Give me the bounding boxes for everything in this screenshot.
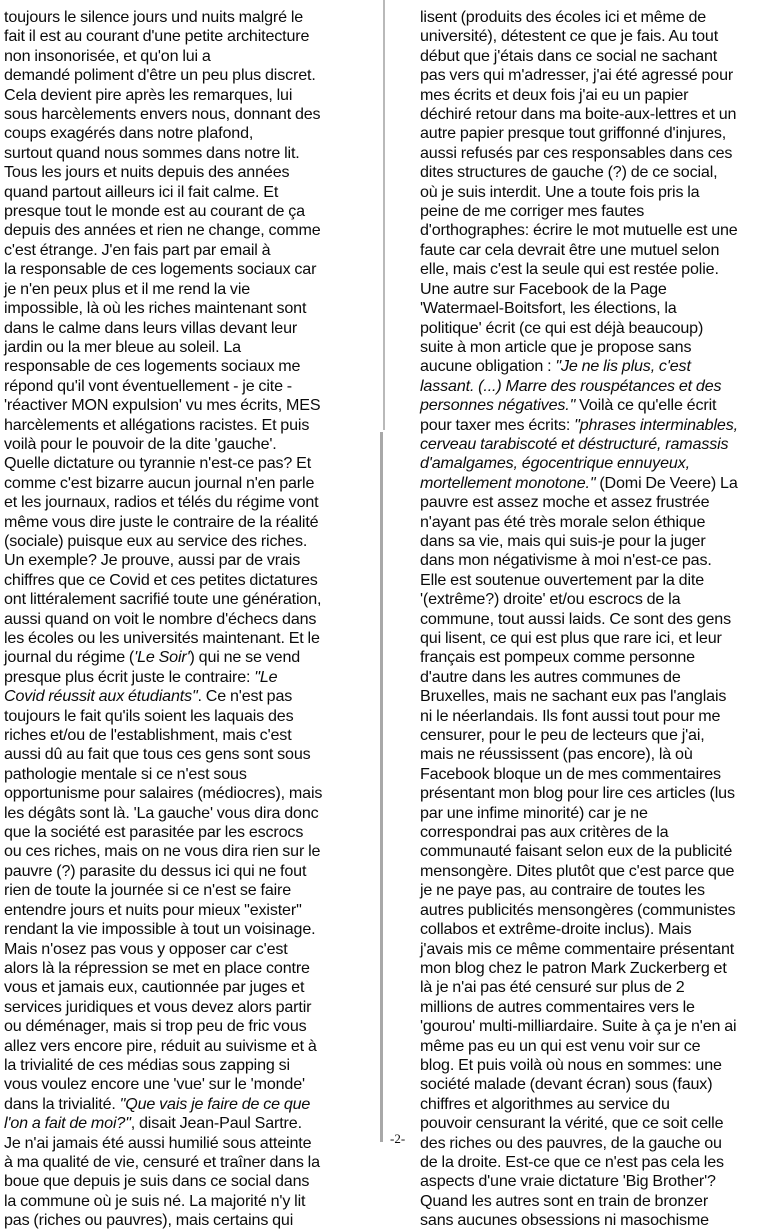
text-segment: toujours le silence jours und nuits malgré le <box>4 8 304 26</box>
text-segment: pouvoir censurant la vérité, que ce soit celle <box>420 1114 724 1133</box>
text-segment: aussi quand on voit le nombre d'échecs dans <box>4 609 317 628</box>
text-line <box>4 940 356 959</box>
text-segment: Quand les autres sont en train de bronzer <box>420 1191 709 1210</box>
text-segment: mortellement monotone." <box>420 473 596 492</box>
text-segment: pauvre (?) parasite du dessus ici qui ne fout <box>4 861 307 880</box>
text-line <box>420 978 776 997</box>
text-line <box>420 163 776 182</box>
text-segment: mon blog chez le patron Mark Zuckerberg et <box>420 958 727 977</box>
text-line <box>420 299 776 318</box>
text-line <box>4 551 356 570</box>
text-line <box>4 978 356 997</box>
text-line <box>4 532 356 551</box>
text-line <box>4 668 356 687</box>
text-segment: que la société est parasitée par les escrocs <box>4 823 304 842</box>
text-segment: journal du régime ( <box>4 648 135 667</box>
text-segment: je n'en peux plus et il me rend la vie <box>4 279 251 298</box>
text-line <box>420 202 776 221</box>
text-segment: Je n'ai jamais été aussi humilié sous atteinte <box>4 1133 312 1152</box>
text-segment: dans mon négativisme à moi n'est-ce pas. <box>420 551 712 570</box>
text-segment: cerveau tarabiscoté et déstructuré, ramassis <box>420 434 729 453</box>
text-segment: dans sa vie, mais qui suis-je pour la juger <box>420 531 706 550</box>
text-segment: autres publicités mensongères (communistes <box>420 900 736 919</box>
text-segment: demandé poliment d'être un peu plus discret. <box>4 66 316 85</box>
text-segment: même vous dire juste le contraire de la réalité <box>4 512 319 531</box>
text-segment: presque tout le monde est au courant de ça <box>4 202 305 221</box>
text-segment: aussi dû au fait que tous ces gens sont sous <box>4 745 311 764</box>
text-line <box>420 881 776 900</box>
text-segment: c'est étrange. J'en fais part par email à <box>4 240 271 259</box>
text-segment: (Domi De Veere) La <box>595 473 738 492</box>
text-line <box>4 726 356 745</box>
text-line <box>4 241 356 260</box>
text-segment: alors là la répression se met en place contre <box>4 958 310 977</box>
text-line <box>420 1017 776 1036</box>
text-segment: allez vers encore pire, réduit au suivisme et à <box>4 1036 317 1055</box>
text-segment: d'orthographes: écrire le mot mutuelle est une <box>420 221 738 240</box>
text-line <box>4 396 356 415</box>
text-segment: la trivialité de ces médias sous zapping si <box>4 1055 290 1074</box>
text-segment: pathologie mentale si ce n'est sous <box>4 764 247 783</box>
text-line <box>4 1017 356 1036</box>
text-line <box>420 396 776 415</box>
text-segment: 'Watermael-Boitsfort, les élections, la <box>420 299 677 318</box>
text-line <box>420 1172 776 1191</box>
text-segment: répond qu'il vont éventuellement - je cite - <box>4 376 292 395</box>
text-segment: Facebook bloque un de mes commentaires <box>420 764 721 783</box>
text-segment: dans le calme dans leurs villas devant leur <box>4 318 298 337</box>
text-segment: des riches ou des pauvres, de la gauche ou <box>420 1133 722 1152</box>
text-line <box>420 1056 776 1075</box>
text-segment: toujours le fait qu'ils soient les laquais des <box>4 706 294 725</box>
text-segment: blog. Et puis voilà où nous en sommes: une <box>420 1055 722 1074</box>
text-line <box>420 338 776 357</box>
text-segment: collabos et extrême-droite inclus). Mais <box>420 920 692 939</box>
text-line <box>420 416 776 435</box>
text-line <box>420 804 776 823</box>
text-line <box>420 629 776 648</box>
text-segment: la responsable de ces logements sociaux car <box>4 260 317 279</box>
text-segment: Cela devient pire après les remarques, lui <box>4 85 293 104</box>
text-line <box>4 765 356 784</box>
text-line <box>420 260 776 279</box>
text-line <box>420 1153 776 1172</box>
text-line <box>420 183 776 202</box>
text-segment: lisent (produits des écoles ici et même de <box>420 8 707 26</box>
column-divider <box>383 0 385 430</box>
text-segment: Covid réussit aux étudiants" <box>4 687 198 706</box>
text-line <box>4 998 356 1017</box>
text-segment: ) qui ne se vend <box>189 648 301 667</box>
text-segment: (sociale) puisque eux au service des riches. <box>4 531 308 550</box>
text-segment: elle, mais c'est la seule qui est restée polie. <box>420 260 719 279</box>
text-line <box>420 105 776 124</box>
text-segment: aucune obligation : <box>420 357 556 376</box>
text-segment: peine de me corriger mes fautes <box>420 202 645 221</box>
text-line <box>420 668 776 687</box>
text-segment: chiffres et algorithmes au service du <box>420 1094 670 1113</box>
text-line <box>4 707 356 726</box>
text-line <box>4 86 356 105</box>
text-segment: mais ne réussissent (pas encore), là où <box>420 745 693 764</box>
text-line <box>420 590 776 609</box>
text-line <box>420 319 776 338</box>
text-segment: . Ce n'est pas <box>197 687 293 706</box>
text-line <box>420 920 776 939</box>
text-segment: "Je ne lis plus, c'est <box>555 357 691 376</box>
text-segment: autre papier presque tout griffonné d'injures, <box>420 124 727 143</box>
text-line <box>420 648 776 667</box>
text-segment: quand partout ailleurs ici il fait calme. Et <box>4 182 279 201</box>
text-line <box>4 1172 356 1191</box>
text-segment: jardin ou la mer bleue au soleil. La <box>4 337 241 356</box>
text-segment: "Que vais je faire de ce que <box>119 1094 311 1113</box>
text-segment: comme c'est bizarre aucun journal n'en parle <box>4 473 315 492</box>
text-segment: à ma qualité de vie, censuré et traîner dans la <box>4 1152 320 1171</box>
text-segment: responsable de ces logements sociaux me <box>4 357 301 376</box>
text-line <box>4 629 356 648</box>
text-segment: rendant la vie impossible à tout un voisinage. <box>4 920 316 939</box>
text-line <box>4 1037 356 1056</box>
text-line <box>4 1056 356 1075</box>
text-segment: impossible, là où les riches maintenant sont <box>4 299 307 318</box>
text-line <box>4 299 356 318</box>
text-segment: 'gourou' multi-milliardaire. Suite à ça je n'en ai <box>420 1017 737 1036</box>
text-line <box>420 551 776 570</box>
text-line <box>4 8 356 27</box>
text-line <box>420 357 776 376</box>
text-line <box>420 707 776 726</box>
text-line <box>4 745 356 764</box>
text-line <box>420 513 776 532</box>
text-line <box>4 416 356 435</box>
text-segment: personnes négatives." <box>420 396 576 415</box>
text-segment: pour taxer mes écrits: <box>420 415 575 434</box>
text-segment: non insonorisée, et qu'on lui a <box>4 46 211 65</box>
text-line <box>4 202 356 221</box>
text-line <box>4 1095 356 1114</box>
text-segment: correspondrai pas aux critères de la <box>420 823 669 842</box>
text-line <box>4 260 356 279</box>
text-segment: et les journaux, radios et télés du régime vont <box>4 493 319 512</box>
text-segment: vous et jamais eux, cautionnée par juges et <box>4 978 305 997</box>
text-segment: entendre jours et nuits pour mieux "exister" <box>4 900 302 919</box>
text-segment: '(extrême?) droite' et/ou escrocs de la <box>420 590 681 609</box>
text-segment: depuis des années et rien ne change, comme <box>4 221 321 240</box>
text-segment: mensongère. Dites plutôt que c'est parce que <box>420 861 735 880</box>
text-line <box>4 1075 356 1094</box>
text-line <box>4 571 356 590</box>
text-line <box>4 610 356 629</box>
text-line <box>420 571 776 590</box>
text-segment: même pas eu un qui est venu voir sur ce <box>420 1036 701 1055</box>
text-segment: Voilà ce qu'elle écrit <box>575 396 717 415</box>
text-segment: chiffres que ce Covid et ces petites dictatures <box>4 570 318 589</box>
text-segment: où je suis interdit. Une a toute fois pris la <box>420 182 700 201</box>
text-segment: l'on a fait de moi?" <box>4 1114 131 1133</box>
text-segment: "phrases interminables, <box>574 415 738 434</box>
text-segment: 'Le Soir' <box>134 648 190 667</box>
text-segment: presque plus écrit juste le contraire: <box>4 667 255 686</box>
text-segment: censurer, pour le peu de lecteurs que j'ai, <box>420 726 705 745</box>
text-line <box>4 901 356 920</box>
text-line <box>4 280 356 299</box>
text-segment: 'réactiver MON expulsion' vu mes écrits, MES <box>4 396 321 415</box>
text-line <box>4 1134 356 1153</box>
text-segment: ou ces riches, mais on ne vous dira rien sur le <box>4 842 321 861</box>
text-line <box>4 648 356 667</box>
text-line <box>420 377 776 396</box>
text-line <box>4 221 356 240</box>
text-segment: vous voulez encore une 'vue' sur le 'monde' <box>4 1075 305 1094</box>
text-segment: voilà pour le pouvoir de la dite 'gauche'. <box>4 434 277 453</box>
text-segment: ni le néerlandais. Ils font aussi tout pour me <box>420 706 721 725</box>
text-segment: boue que depuis je suis dans ce social dans <box>4 1172 310 1191</box>
text-line <box>4 454 356 473</box>
text-line <box>420 221 776 240</box>
text-segment: de la droite. Est-ce que ce n'est pas cela les <box>420 1152 724 1171</box>
text-line <box>4 66 356 85</box>
text-segment: début que j'étais dans ce social ne sachant <box>420 46 718 65</box>
text-line <box>4 47 356 66</box>
text-segment: lassant. (...) Marre des rouspétances et des <box>420 376 722 395</box>
text-line <box>420 1095 776 1114</box>
text-segment: d'autre dans les autres communes de <box>420 667 681 686</box>
text-segment: la commune où je suis né. La majorité n'y lit <box>4 1191 306 1210</box>
text-line <box>420 862 776 881</box>
text-line <box>4 357 356 376</box>
text-segment: millions de autres commentaires vers le <box>420 997 695 1016</box>
text-segment: les écoles ou les universités maintenant. Et le <box>4 629 320 647</box>
text-line <box>420 1192 776 1211</box>
text-line <box>420 474 776 493</box>
text-segment: Un exemple? Je prouve, aussi par de vrais <box>4 551 301 570</box>
text-segment: faute car cela devrait être une mutuel selon <box>420 240 720 259</box>
text-segment: n'ayant pas été très morale selon éthique <box>420 512 706 531</box>
text-line <box>4 144 356 163</box>
text-line <box>420 493 776 512</box>
text-segment: services juridiques et vous devez alors partir <box>4 997 312 1016</box>
text-segment: , disait Jean-Paul Sartre. <box>130 1114 302 1133</box>
text-segment: Mais n'osez pas vous y opposer car c'est <box>4 939 288 958</box>
text-line <box>4 959 356 978</box>
text-segment: Bruxelles, mais ne sachant eux pas l'anglais <box>420 687 727 706</box>
text-column-left <box>4 8 356 1231</box>
text-line <box>420 745 776 764</box>
page-number: -2- <box>390 1131 406 1146</box>
text-segment: Une autre sur Facebook de la Page <box>420 279 667 298</box>
text-segment: dans la trivialité. <box>4 1094 120 1113</box>
text-segment: présentant mon blog pour lire ces articles (lus <box>420 784 735 803</box>
text-line <box>4 823 356 842</box>
text-line <box>4 1153 356 1172</box>
text-line <box>4 513 356 532</box>
text-line <box>420 726 776 745</box>
text-segment: surtout quand nous sommes dans notre lit. <box>4 143 300 162</box>
text-segment: politique' écrit (ce qui est déjà beaucoup) <box>420 318 704 337</box>
text-line <box>420 959 776 978</box>
text-line <box>420 66 776 85</box>
text-line <box>420 940 776 959</box>
text-line <box>420 784 776 803</box>
text-line <box>420 1075 776 1094</box>
text-line <box>4 1114 356 1133</box>
text-line <box>420 823 776 842</box>
text-line <box>420 124 776 143</box>
text-line <box>420 241 776 260</box>
text-segment: riches et/ou de l'establishment, mais c'est <box>4 726 292 745</box>
text-segment: français est pompeux comme personne <box>420 648 695 667</box>
text-line <box>420 765 776 784</box>
text-segment: coups exagérés dans notre plafond, <box>4 124 254 143</box>
text-segment: aussi refusés par ces responsables dans ces <box>420 143 733 162</box>
text-line <box>420 1037 776 1056</box>
text-line <box>4 124 356 143</box>
text-segment: suite à mon article que je propose sans <box>420 337 692 356</box>
text-line <box>4 687 356 706</box>
text-line <box>420 1114 776 1133</box>
text-line <box>420 1211 776 1230</box>
text-line <box>420 998 776 1017</box>
text-line <box>420 144 776 163</box>
text-line <box>4 338 356 357</box>
text-line <box>4 377 356 396</box>
text-line <box>4 784 356 803</box>
text-segment: les dégâts sont là. 'La gauche' vous dira donc <box>4 803 319 822</box>
text-segment: fait il est au courant d'une petite architecture <box>4 27 310 46</box>
text-line <box>420 8 776 27</box>
text-segment: par une infime minorité) car je ne <box>420 803 648 822</box>
text-line <box>420 280 776 299</box>
text-segment: pauvre est assez moche et assez frustrée <box>420 493 710 512</box>
text-segment: université), détestent ce que je fais. Au tout <box>420 27 719 46</box>
text-segment: rien de toute la journée si ce n'est se faire <box>4 881 292 900</box>
text-line <box>4 474 356 493</box>
text-line <box>420 47 776 66</box>
text-segment: sous harcèlements envers nous, donnant des <box>4 105 321 124</box>
text-line <box>4 435 356 454</box>
text-line <box>4 590 356 609</box>
text-segment: déchiré retour dans ma boite-aux-lettres et un <box>420 105 737 124</box>
text-segment: harcèlements et allégations racistes. Et puis <box>4 415 310 434</box>
text-line <box>420 27 776 46</box>
text-line <box>420 687 776 706</box>
text-line <box>420 842 776 861</box>
text-segment: je ne paye pas, au contraire de toutes les <box>420 881 705 900</box>
text-segment: ou déménager, mais si trop peu de fric vous <box>4 1017 307 1036</box>
text-segment: pas (riches ou pauvres), mais certains qui <box>4 1211 294 1230</box>
text-segment: d'amalgames, égocentrique ennuyeux, <box>420 454 690 473</box>
text-line <box>4 163 356 182</box>
text-line <box>420 610 776 629</box>
text-segment: communauté faisant selon eux de la publicité <box>420 842 733 861</box>
text-line <box>420 86 776 105</box>
text-line <box>4 105 356 124</box>
text-segment: qui lisent, ce qui est plus que rare ici, et leur <box>420 629 722 647</box>
text-segment: aspects d'une vraie dictature 'Big Brother'? <box>420 1172 716 1191</box>
text-line <box>4 920 356 939</box>
text-line <box>4 183 356 202</box>
text-line <box>420 435 776 454</box>
text-line <box>420 532 776 551</box>
text-line <box>420 1134 776 1153</box>
text-segment: mes écrits et deux fois j'ai eu un papier <box>420 85 689 104</box>
text-segment: Elle est soutenue ouvertement par la dite <box>420 570 704 589</box>
text-column-right <box>420 8 776 1231</box>
text-segment: ont littéralement sacrifié toute une génération, <box>4 590 322 609</box>
text-line <box>4 804 356 823</box>
text-line <box>4 27 356 46</box>
text-line <box>4 881 356 900</box>
text-segment: Quelle dictature ou tyrannie n'est-ce pas? Et <box>4 454 312 473</box>
text-segment: société malade (devant écran) sous (faux) <box>420 1075 713 1094</box>
text-line <box>4 862 356 881</box>
text-line <box>4 842 356 861</box>
text-line <box>420 454 776 473</box>
text-line <box>4 1211 356 1230</box>
text-line <box>4 319 356 338</box>
column-divider <box>380 432 383 1142</box>
text-segment: j'avais mis ce même commentaire présentant <box>420 939 735 958</box>
text-segment: pas vers qui m'adresser, j'ai été agressé pour <box>420 66 734 85</box>
text-segment: dites structures de gauche (?) de ce social, <box>420 163 718 182</box>
text-segment: là je n'ai pas été censuré sur plus de 2 <box>420 978 685 997</box>
text-segment: commune, tout aussi laids. Ce sont des gens <box>420 609 732 628</box>
text-line <box>4 1192 356 1211</box>
text-segment: "Le <box>254 667 278 686</box>
text-segment: opportunisme pour salaires (médiocres), mais <box>4 784 323 803</box>
text-segment: Tous les jours et nuits depuis des années <box>4 163 290 182</box>
text-line <box>4 493 356 512</box>
text-segment: sans aucunes obsessions ni masochisme <box>420 1211 709 1230</box>
text-line <box>420 901 776 920</box>
